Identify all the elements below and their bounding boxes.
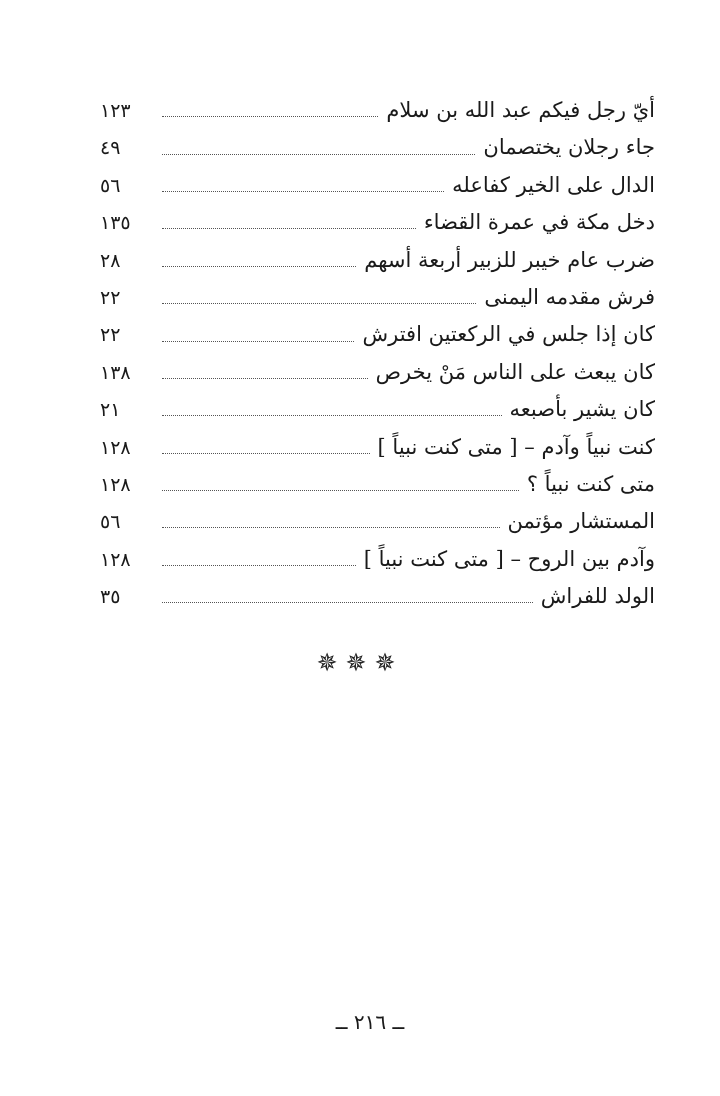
- entry-text: الولد للفراش: [540, 584, 655, 609]
- entry-text: متى كنت نبياً ؟: [526, 471, 655, 496]
- dot-leader: [162, 154, 475, 155]
- page-number: ــ ٢١٦ ــ: [335, 1010, 405, 1034]
- entry-page-number: ١٣٥: [100, 212, 131, 235]
- entry-page-number: ٤٩: [100, 137, 121, 160]
- index-entry: [100, 541, 655, 578]
- index-entry: [100, 503, 655, 540]
- dot-leader: [162, 490, 519, 491]
- index-entry: [100, 242, 655, 279]
- entry-page-number: ٢٨: [100, 249, 121, 272]
- entry-text: الدال على الخير كفاعله: [452, 172, 655, 197]
- entry-page-number: ٢١: [100, 399, 121, 422]
- entry-page-number: ١٢٨: [100, 436, 131, 459]
- dot-leader: [162, 191, 444, 192]
- index-entry: [100, 316, 655, 353]
- entry-page-number: ٢٢: [100, 286, 121, 309]
- entry-text: دخل مكة في عمرة القضاء: [423, 210, 655, 235]
- entry-text: جاء رجلان يختصمان: [483, 135, 655, 160]
- section-separator-ornament: ✵✵✵: [316, 648, 404, 677]
- entry-text: المستشار مؤتمن: [507, 509, 655, 534]
- entry-text: أيّ رجل فيكم عبد الله بن سلام: [386, 98, 655, 122]
- hadith-index-list: [100, 92, 655, 615]
- entry-page-number: ١٣٨: [100, 361, 131, 384]
- dot-leader: [162, 228, 416, 229]
- index-entry: [100, 279, 655, 316]
- index-entry: [100, 578, 655, 615]
- entry-text: كنت نبياً وآدم – [ متى كنت نبياً ]: [377, 434, 655, 459]
- dot-leader: [162, 303, 476, 304]
- entry-text: فرش مقدمه اليمنى: [484, 284, 655, 309]
- entry-text: كان إذا جلس في الركعتين افترش: [362, 322, 655, 347]
- entry-page-number: ٢٢: [100, 324, 121, 347]
- dot-leader: [162, 415, 502, 416]
- dot-leader: [162, 116, 378, 117]
- dot-leader: [162, 453, 370, 454]
- index-entry: [100, 391, 655, 428]
- entry-text: كان يبعث على الناس مَنْ يخرص: [375, 359, 655, 384]
- entry-text: ضرب عام خيبر للزبير أربعة أسهم: [364, 247, 655, 272]
- index-entry: [100, 204, 655, 241]
- dot-leader: [162, 378, 368, 379]
- entry-page-number: ١٢٨: [100, 473, 131, 496]
- dot-leader: [162, 341, 354, 342]
- dot-leader: [162, 266, 356, 267]
- index-entry: [100, 92, 655, 129]
- entry-page-number: ٥٦: [100, 174, 121, 197]
- entry-text: وآدم بين الروح – [ متى كنت نبياً ]: [363, 546, 655, 571]
- index-entry: [100, 167, 655, 204]
- index-entry: [100, 429, 655, 466]
- entry-page-number: ٥٦: [100, 511, 121, 534]
- dot-leader: [162, 527, 500, 528]
- dot-leader: [162, 602, 533, 603]
- entry-page-number: ١٢٣: [100, 100, 131, 122]
- entry-text: كان يشير بأصبعه: [509, 397, 655, 422]
- entry-page-number: ٣٥: [100, 586, 121, 609]
- entry-page-number: ١٢٨: [100, 548, 131, 571]
- index-entry: [100, 354, 655, 391]
- index-entry: [100, 129, 655, 166]
- index-entry: [100, 466, 655, 503]
- dot-leader: [162, 565, 356, 566]
